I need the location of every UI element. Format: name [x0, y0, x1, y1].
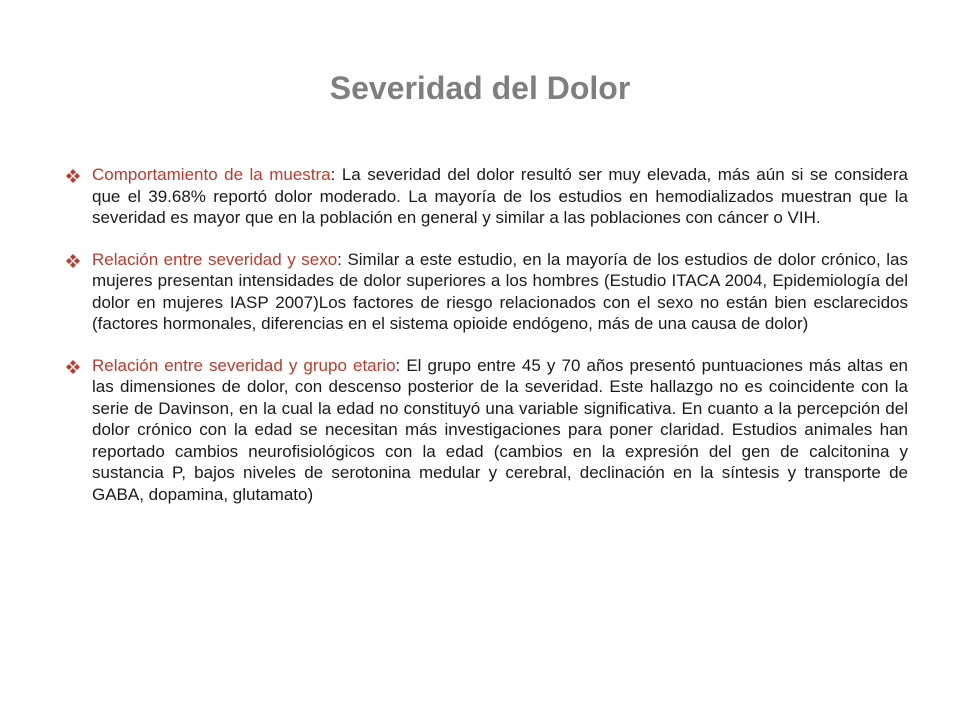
four-diamond-bullet-icon — [66, 254, 80, 268]
bullet-separator: : — [395, 355, 401, 375]
four-diamond-bullet-icon — [66, 360, 80, 374]
bullet-text: La severidad del dolor resultó ser muy elevada, más aún si se considera que el 39.68% reportó dolor moderado. La mayoría de los estudios en hemodializados muestran que la severidad es mayor que en la población en general y similar a las poblaciones con cáncer o VIH. — [92, 165, 908, 227]
slide-title: Severidad del Dolor — [329, 70, 631, 106]
bullet-item — [62, 355, 908, 506]
bullet-item — [62, 249, 908, 335]
bullet-list — [62, 164, 908, 525]
bullet-separator: : — [330, 165, 336, 184]
bullet-separator: : — [337, 249, 342, 269]
bullet-text: El grupo entre 45 y 70 años presentó puntuaciones más altas en las dimensiones de dolor, con descenso posterior de la severidad. Este hallazgo no es coincidente con la serie de Davinson, en la cual la edad no constituyó una variable significativa. En cuanto a la percepción del dolor crónico con la edad se necesitan más investigaciones para poner claridad. Estudios animales han reportado cambios neurofisiológicos con la edad (cambios en la expresión del gen de calcitonina y sustancia P, bajos niveles de serotonina medular y cerebral, declinación en la síntesis y transporte de GABA, dopamina, glutamato) — [92, 355, 908, 504]
four-diamond-bullet-icon — [66, 169, 80, 183]
bullet-text: Similar a este estudio, en la mayoría de los estudios de dolor crónico, las mujeres presentan intensidades de dolor superiores a los hombres (Estudio ITACA 2004, Epidemiología del dolor en mujeres IASP 2007)Los factores de riesgo relacionados con el sexo no están bien esclarecidos (factores hormonales, diferencias en el sistema opioide endógeno, más de una causa de dolor) — [92, 249, 908, 333]
bullet-item — [62, 164, 908, 229]
bullet-lead: Comportamiento de la muestra — [92, 165, 331, 184]
bullet-lead: Relación entre severidad y sexo — [92, 249, 338, 269]
bullet-lead: Relación entre severidad y grupo etario — [92, 355, 396, 375]
